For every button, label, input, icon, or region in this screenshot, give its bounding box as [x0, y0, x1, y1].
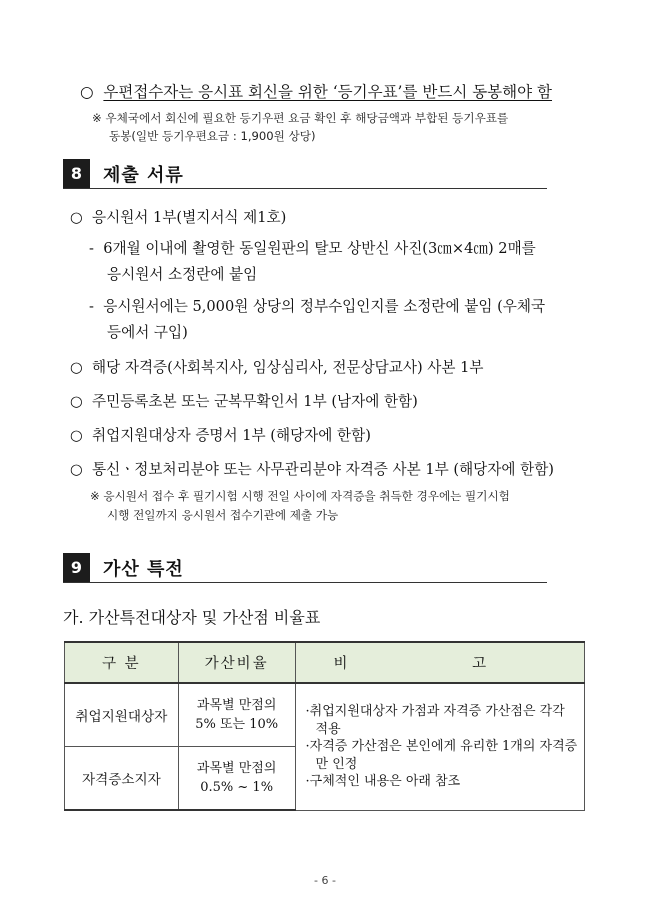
bonus-rate-table — [64, 641, 585, 811]
bullet-circle: ○ — [80, 83, 94, 101]
rate-line: 0.5% ~ 1% — [200, 780, 274, 795]
bullet-dash: - — [89, 298, 94, 315]
section-number: 9 — [63, 553, 90, 582]
subheading: 가. 가산특전대상자 및 가산점 비율표 — [63, 608, 321, 627]
rate-cell — [178, 747, 295, 811]
bullet-circle: ○ — [70, 461, 83, 478]
category-cell: 자격증소지자 — [65, 747, 179, 811]
bullet-circle: ○ — [70, 427, 83, 444]
list-item — [70, 390, 418, 411]
section8-note-line2: 시행 전일까지 응시원서 접수기관에 제출 가능 — [107, 508, 339, 522]
note-mark: ※ — [90, 489, 100, 503]
list-item — [70, 424, 371, 445]
bullet-circle: ○ — [70, 359, 83, 376]
section-header-9 — [63, 553, 547, 583]
item-text: 응시원서 1부(별지서식 제1호) — [92, 209, 287, 226]
mailing-text: 우편접수자는 응시표 회신을 위한 ‘등기우표’를 반드시 동봉해야 함 — [103, 83, 553, 101]
list-item — [70, 206, 286, 227]
note-mark: ※ — [92, 111, 102, 125]
category-cell: 취업지원대상자 — [65, 683, 179, 747]
mailing-note-line2: 동봉(일반 등기우편요금 : 1,900원 상당) — [109, 129, 316, 143]
header-rate: 가산비율 — [178, 642, 295, 683]
item-text: 취업지원대상자 증명서 1부 (해당자에 한함) — [92, 427, 371, 444]
remark-item: ·자격증 가산점은 본인에게 유리한 1개의 자격증만 인정 — [305, 739, 578, 772]
section8-note-line1 — [90, 488, 510, 504]
bullet-circle: ○ — [70, 209, 83, 226]
mailing-requirement — [80, 80, 552, 102]
bullet-dash: - — [89, 240, 94, 257]
mailing-note-line1 — [92, 110, 508, 126]
section-title: 제출 서류 — [103, 165, 184, 186]
item-text: 주민등록초본 또는 군복무확인서 1부 (남자에 한함) — [92, 393, 418, 410]
note-text: 응시원서 접수 후 필기시험 시행 전일 사이에 자격증을 취득한 경우에는 필기시험 — [103, 489, 510, 503]
remark-item: ·구체적인 내용은 아래 참조 — [305, 774, 461, 789]
item-text: 해당 자격증(사회복지사, 임상심리사, 전문상담교사) 사본 1부 — [92, 359, 484, 376]
rate-line: 과목별 만점의 — [196, 761, 277, 776]
item-text: 통신ㆍ정보처리분야 또는 사무관리분야 자격증 사본 1부 (해당자에 한함) — [92, 461, 554, 478]
table-header-row — [65, 642, 585, 683]
bullet-circle: ○ — [70, 393, 83, 410]
section-number: 8 — [63, 159, 90, 188]
note-text: 우체국에서 회신에 필요한 등기우편 요금 확인 후 해당금액과 부합된 등기우표를 — [105, 111, 509, 125]
list-item — [70, 458, 554, 479]
item-text: 응시원서에는 5,000원 상당의 정부수입인지를 소정란에 붙임 (우체국 — [103, 298, 546, 315]
rate-line: 5% 또는 10% — [195, 717, 279, 732]
header-category: 구 분 — [65, 642, 179, 683]
rate-line: 과목별 만점의 — [196, 698, 277, 713]
remarks-cell — [295, 683, 584, 810]
list-sub-item-cont: 응시원서 소정란에 붙임 — [107, 266, 258, 283]
list-sub-item-cont: 등에서 구입) — [107, 324, 188, 341]
section-header-8 — [63, 159, 547, 189]
list-sub-item — [89, 237, 536, 258]
list-sub-item — [89, 295, 545, 316]
table-row — [65, 683, 585, 747]
page-number: - 6 - — [314, 874, 336, 887]
header-remarks: 비 고 — [295, 642, 584, 683]
item-text: 6개월 이내에 촬영한 동일원판의 탈모 상반신 사진(3㎝×4㎝) 2매를 — [103, 240, 536, 257]
section-title: 가산 특전 — [103, 559, 184, 580]
remark-item: ·취업지원대상자 가점과 자격증 가산점은 각각 적용 — [305, 704, 565, 737]
rate-cell — [178, 683, 295, 747]
list-item — [70, 356, 484, 377]
